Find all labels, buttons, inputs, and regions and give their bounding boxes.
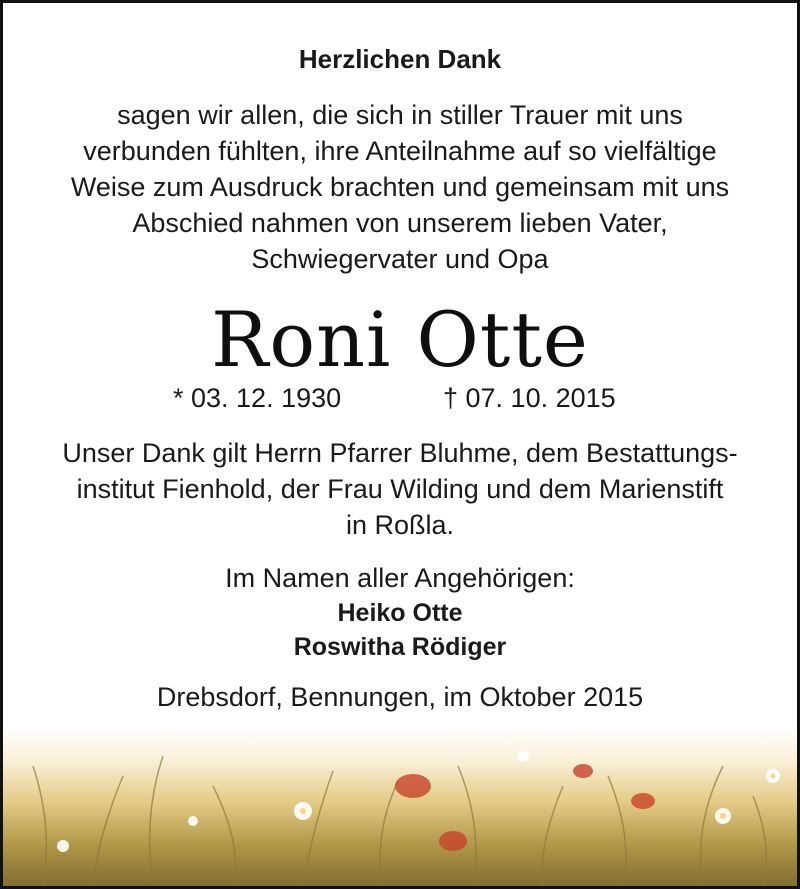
on-behalf-line: Im Namen aller Angehörigen: xyxy=(225,563,575,593)
death-date: † 07. 10. 2015 xyxy=(443,383,616,413)
intro-line: verbunden fühlten, ihre Anteilnahme auf so vielfältige xyxy=(83,136,717,166)
thanks-line: institut Fienhold, der Frau Wilding und dem Marienstift xyxy=(76,474,724,504)
intro-line: Abschied nahmen von unserem lieben Vater, xyxy=(132,208,668,238)
signer-name: Roswitha Rödiger xyxy=(293,633,507,661)
thanks-text xyxy=(3,435,797,543)
place-and-date: Drebsdorf, Bennungen, im Oktober 2015 xyxy=(156,682,644,712)
meadow-flowers-illustration xyxy=(3,726,797,886)
signer-name: Heiko Otte xyxy=(337,599,463,627)
deceased-name: Roni Otte xyxy=(211,295,589,384)
intro-line: sagen wir allen, die sich in stiller Trauer mit uns xyxy=(117,100,683,130)
birth-date: * 03. 12. 1930 xyxy=(173,383,342,413)
thanks-line: Unser Dank gilt Herrn Pfarrer Bluhme, dem Bestattungs- xyxy=(62,438,738,468)
intro-line: Schwiegervater und Opa xyxy=(251,244,549,274)
notice-heading: Herzlichen Dank xyxy=(298,44,502,74)
intro-line: Weise zum Ausdruck brachten und gemeinsam mit uns xyxy=(70,172,730,202)
intro-text xyxy=(3,97,797,277)
thanks-line: in Roßla. xyxy=(345,510,455,540)
meadow-image xyxy=(3,726,797,886)
